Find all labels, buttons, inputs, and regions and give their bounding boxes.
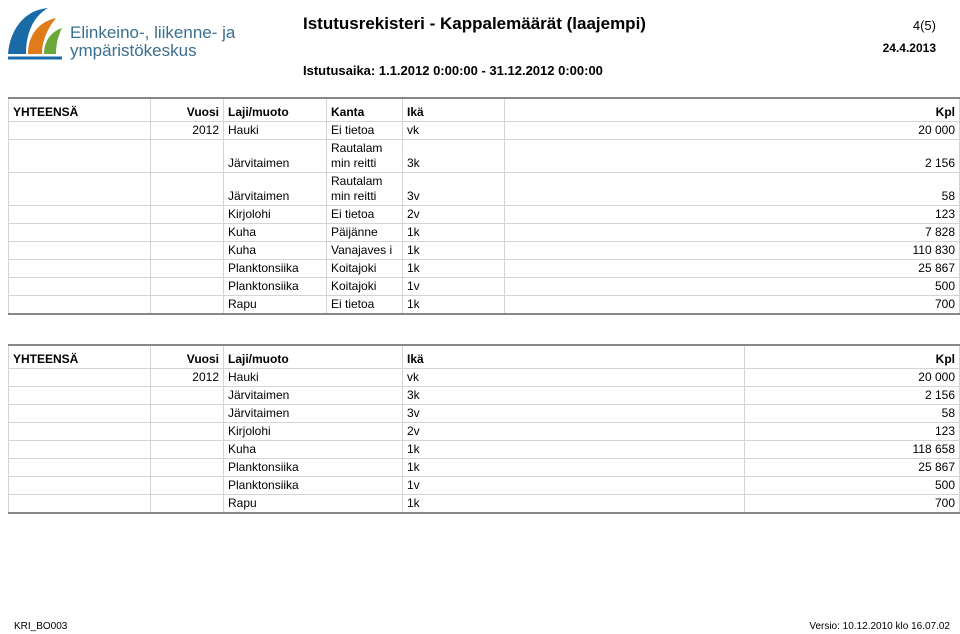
cell-total [9, 441, 151, 459]
report-title: Istutusrekisteri - Kappalemäärät (laajempi) [303, 14, 646, 33]
cell-age: 3k [403, 140, 505, 173]
cell-species: Planktonsiika [224, 477, 403, 495]
cell-count: 7 828 [505, 224, 960, 242]
cell-age: 1k [403, 441, 745, 459]
cell-year [151, 278, 224, 296]
logo-text-line1: Elinkeino-, liikenne- ja [70, 23, 236, 42]
cell-age: 1v [403, 477, 745, 495]
cell-species: Planktonsiika [224, 260, 327, 278]
cell-total [9, 405, 151, 423]
cell-count: 2 156 [505, 140, 960, 173]
cell-age: 1k [403, 495, 745, 514]
col-header-species: Laji/muoto [224, 98, 327, 122]
table-row [9, 173, 960, 206]
cell-species: Kirjolohi [224, 423, 403, 441]
ely-logo [4, 2, 254, 64]
table-row [9, 122, 960, 140]
table-row [9, 242, 960, 260]
cell-age: 1k [403, 296, 505, 315]
cell-count: 500 [745, 477, 960, 495]
cell-year: 2012 [151, 369, 224, 387]
cell-count: 500 [505, 278, 960, 296]
table-row [9, 405, 960, 423]
cell-species: Järvitaimen [224, 140, 327, 173]
report-date: 24.4.2013 [882, 41, 936, 55]
table-row [9, 260, 960, 278]
cell-year [151, 495, 224, 514]
cell-count: 123 [505, 206, 960, 224]
cell-age: vk [403, 122, 505, 140]
col-header-age: Ikä [403, 98, 505, 122]
cell-year [151, 224, 224, 242]
planting-period: Istutusaika: 1.1.2012 0:00:00 - 31.12.2012 0:00:00 [303, 63, 603, 78]
cell-total [9, 459, 151, 477]
cell-total [9, 278, 151, 296]
cell-total [9, 242, 151, 260]
table-row [9, 441, 960, 459]
cell-species: Rapu [224, 296, 327, 315]
col-header-total: YHTEENSÄ [9, 98, 151, 122]
cell-age: 1k [403, 242, 505, 260]
cell-year [151, 296, 224, 315]
table-row [9, 459, 960, 477]
cell-species: Hauki [224, 369, 403, 387]
cell-year [151, 405, 224, 423]
cell-stock: Rautalam min reitti [327, 173, 403, 206]
cell-age: 1v [403, 278, 505, 296]
page-number: 4(5) [912, 18, 936, 33]
cell-year [151, 260, 224, 278]
cell-stock: Koitajoki [327, 278, 403, 296]
cell-total [9, 122, 151, 140]
cell-total [9, 296, 151, 315]
cell-year [151, 477, 224, 495]
table-header-row [9, 98, 960, 122]
cell-count: 118 658 [745, 441, 960, 459]
cell-age: 3k [403, 387, 745, 405]
cell-total [9, 369, 151, 387]
cell-year [151, 387, 224, 405]
table-row [9, 423, 960, 441]
table-row [9, 387, 960, 405]
cell-year [151, 206, 224, 224]
cell-count: 20 000 [505, 122, 960, 140]
cell-total [9, 387, 151, 405]
logo-text-line2: ympäristökeskus [70, 41, 197, 60]
cell-stock: Koitajoki [327, 260, 403, 278]
col-header-count: Kpl [505, 98, 960, 122]
table-row [9, 278, 960, 296]
version-text: Versio: 10.12.2010 klo 16.07.02 [809, 621, 950, 632]
col-header-year: Vuosi [151, 345, 224, 369]
cell-species: Järvitaimen [224, 387, 403, 405]
table-row [9, 495, 960, 514]
cell-year [151, 173, 224, 206]
cell-age: vk [403, 369, 745, 387]
col-header-count: Kpl [745, 345, 960, 369]
cell-stock: Päijänne [327, 224, 403, 242]
cell-total [9, 140, 151, 173]
cell-total [9, 495, 151, 514]
cell-count: 20 000 [745, 369, 960, 387]
ely-logo-mark-icon [4, 2, 66, 64]
cell-species: Planktonsiika [224, 459, 403, 477]
cell-count: 110 830 [505, 242, 960, 260]
table-row [9, 224, 960, 242]
table-row [9, 140, 960, 173]
cell-count: 700 [745, 495, 960, 514]
cell-year [151, 242, 224, 260]
table-row [9, 369, 960, 387]
cell-total [9, 173, 151, 206]
cell-total [9, 224, 151, 242]
cell-species: Planktonsiika [224, 278, 327, 296]
cell-total [9, 423, 151, 441]
cell-total [9, 206, 151, 224]
cell-age: 2v [403, 423, 745, 441]
cell-count: 25 867 [745, 459, 960, 477]
col-header-year: Vuosi [151, 98, 224, 122]
table-header-row [9, 345, 960, 369]
cell-age: 3v [403, 173, 505, 206]
cell-year [151, 459, 224, 477]
cell-year [151, 441, 224, 459]
cell-stock: Ei tietoa [327, 206, 403, 224]
col-header-age: Ikä [403, 345, 745, 369]
cell-species: Kuha [224, 441, 403, 459]
cell-age: 3v [403, 405, 745, 423]
cell-age: 1k [403, 260, 505, 278]
cell-count: 25 867 [505, 260, 960, 278]
cell-age: 1k [403, 224, 505, 242]
cell-species: Järvitaimen [224, 405, 403, 423]
cell-count: 58 [745, 405, 960, 423]
table-row [9, 477, 960, 495]
cell-total [9, 477, 151, 495]
cell-count: 2 156 [745, 387, 960, 405]
cell-species: Kuha [224, 242, 327, 260]
cell-species: Järvitaimen [224, 173, 327, 206]
cell-stock: Ei tietoa [327, 296, 403, 315]
cell-count: 58 [505, 173, 960, 206]
cell-species: Kirjolohi [224, 206, 327, 224]
col-header-species: Laji/muoto [224, 345, 403, 369]
col-header-stock: Kanta [327, 98, 403, 122]
col-header-total: YHTEENSÄ [9, 345, 151, 369]
cell-age: 2v [403, 206, 505, 224]
cell-year [151, 140, 224, 173]
cell-species: Rapu [224, 495, 403, 514]
detail-table [8, 97, 960, 315]
report-code: KRI_BO003 [14, 621, 68, 632]
cell-year [151, 423, 224, 441]
cell-stock: Ei tietoa [327, 122, 403, 140]
cell-stock: Rautalam min reitti [327, 140, 403, 173]
cell-age: 1k [403, 459, 745, 477]
cell-stock: Vanajaves i [327, 242, 403, 260]
cell-species: Kuha [224, 224, 327, 242]
table-row [9, 296, 960, 315]
cell-total [9, 260, 151, 278]
summary-table [8, 344, 960, 514]
cell-species: Hauki [224, 122, 327, 140]
table-row [9, 206, 960, 224]
cell-year: 2012 [151, 122, 224, 140]
cell-count: 700 [505, 296, 960, 315]
cell-count: 123 [745, 423, 960, 441]
